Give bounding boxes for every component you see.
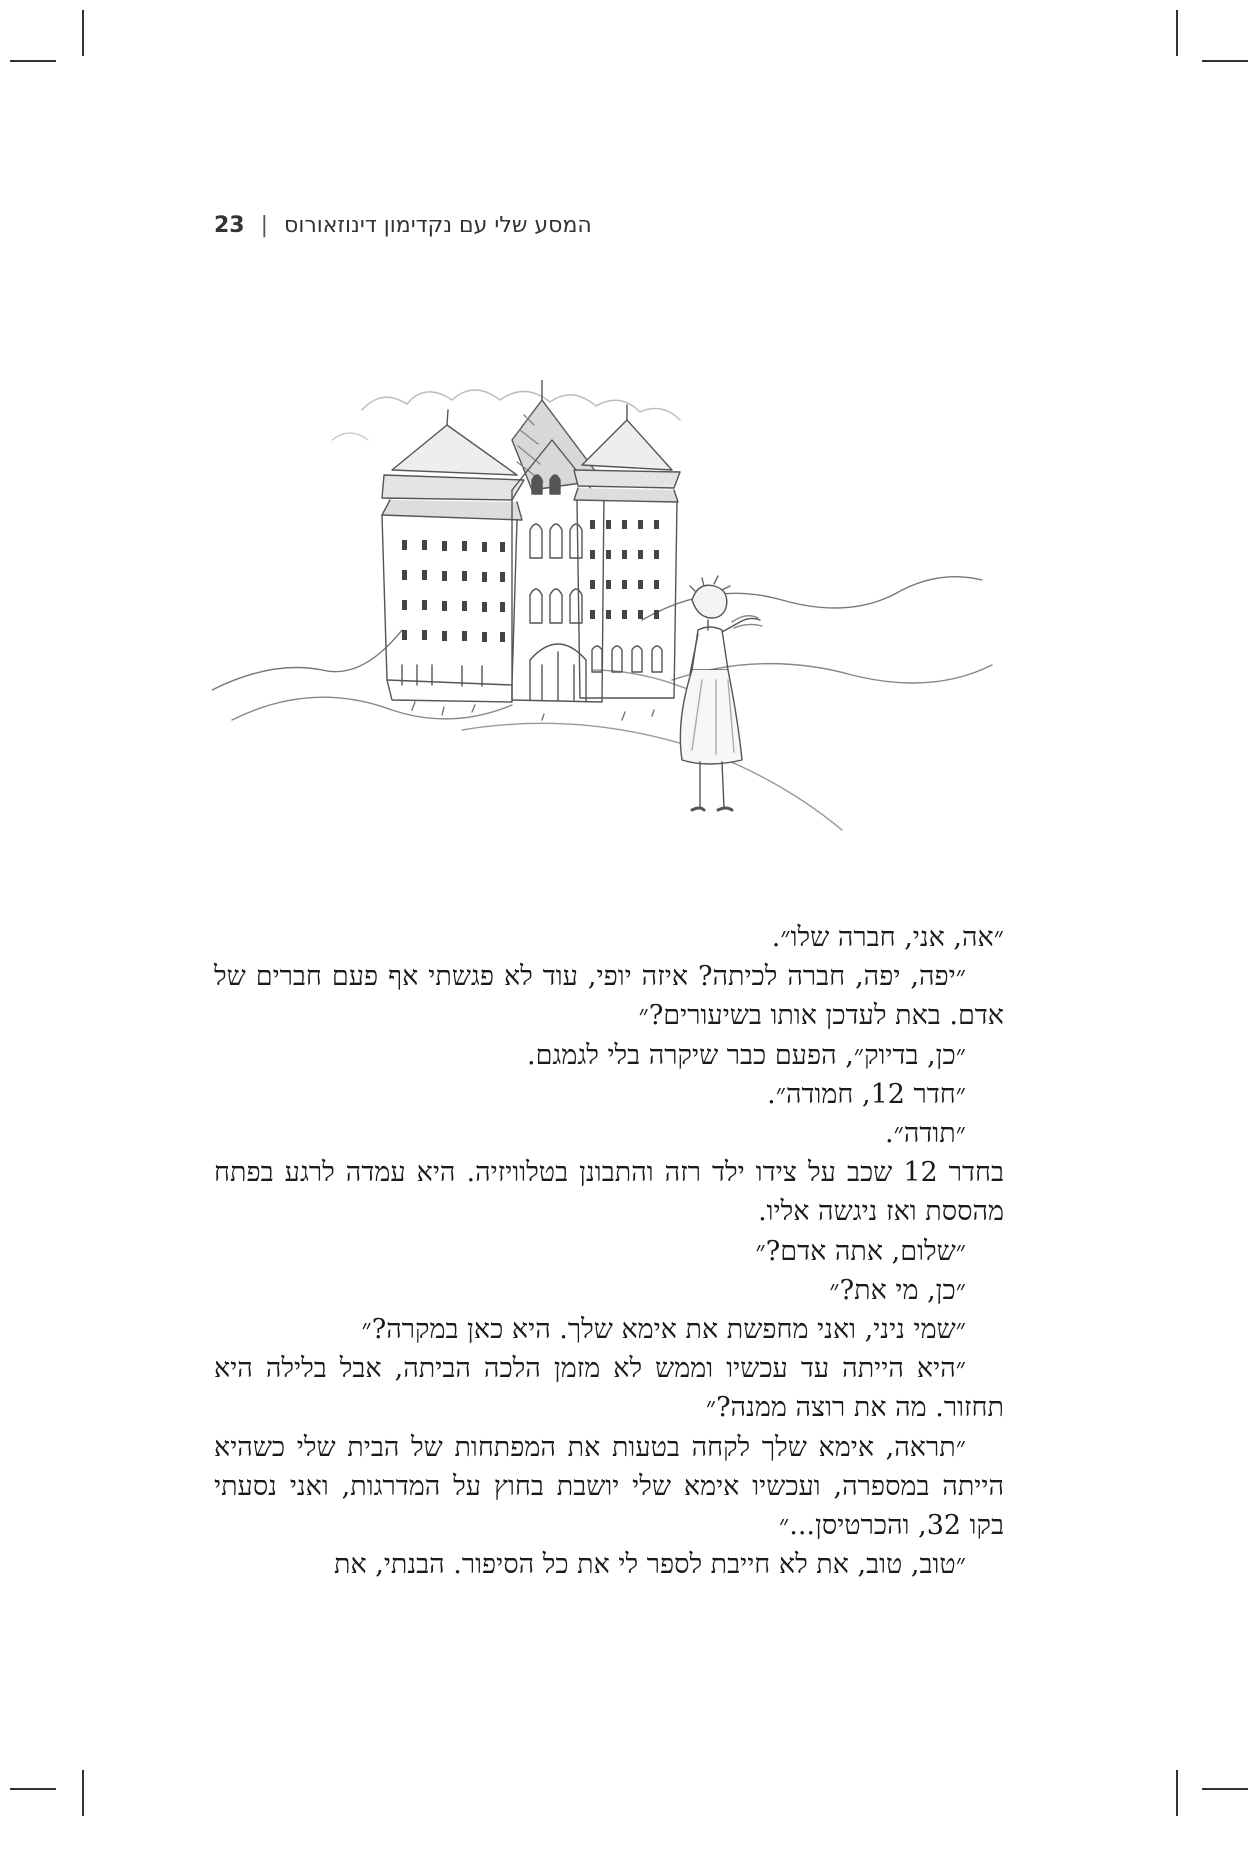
paragraph: בחדר 12 שכב על צידו ילד רזה והתבונן בטלוויזיה. היא עמדה לרגע בפתח מהססת ואז ניגשה אליו. (214, 1157, 1004, 1228)
crop-mark (82, 1770, 84, 1816)
castle-and-girl-pencil-drawing-icon (212, 380, 1042, 900)
crop-mark (1176, 1770, 1178, 1816)
paragraph: ״תודה״. (885, 1118, 966, 1150)
paragraph: ״שמי ניני, ואני מחפשת את אימא שלך. היא כאן במקרה?״ (361, 1314, 966, 1346)
crop-mark (1176, 10, 1178, 56)
crop-mark (10, 60, 56, 62)
paragraph: ״כן, בדיוק״, הפעם כבר שיקרה בלי לגמגם. (526, 1039, 966, 1071)
paragraph: ״אה, אני, חברה שלו״. (771, 922, 1004, 953)
paragraph: ״תראה, אימא שלך לקחה בטעות את המפתחות של הבית שלי כשהיא הייתה במספרה, ועכשיו אימא שלי יושבת בחוץ על המדרגות, ואני נסעתי בקו 32, והכרטיסן...״ (214, 1431, 1004, 1542)
crop-mark (1202, 1788, 1248, 1790)
crop-mark (10, 1788, 56, 1790)
header-separator: | (260, 212, 269, 238)
paragraph: ״שלום, אתה אדם?״ (755, 1235, 966, 1267)
crop-mark (1202, 60, 1248, 62)
crop-mark (82, 10, 84, 56)
paragraph: ״טוב, טוב, את לא חייבת לספר לי את כל הסיפור. הבנתי, את (334, 1549, 966, 1581)
running-head (214, 208, 1044, 242)
book-title: המסע שלי עם נקדימון דינוזאורוס (284, 212, 592, 238)
paragraph: ״כן, מי את?״ (829, 1274, 966, 1306)
page-number: 23 (214, 212, 245, 238)
paragraph: ״היא הייתה עד עכשיו וממש לא מזמן הלכה הביתה, אבל בלילה היא תחזור. מה את רוצה ממנה?״ (214, 1353, 1004, 1424)
paragraph: ״יפה, יפה, חברה לכיתה? איזה יופי, עוד לא פגשתי אף פעם חברים של אדם. באת לעדכן אותו בשיעורים?״ (214, 961, 1004, 1032)
body-text (214, 918, 1004, 1584)
paragraph: ״חדר 12, חמודה״. (767, 1078, 966, 1110)
